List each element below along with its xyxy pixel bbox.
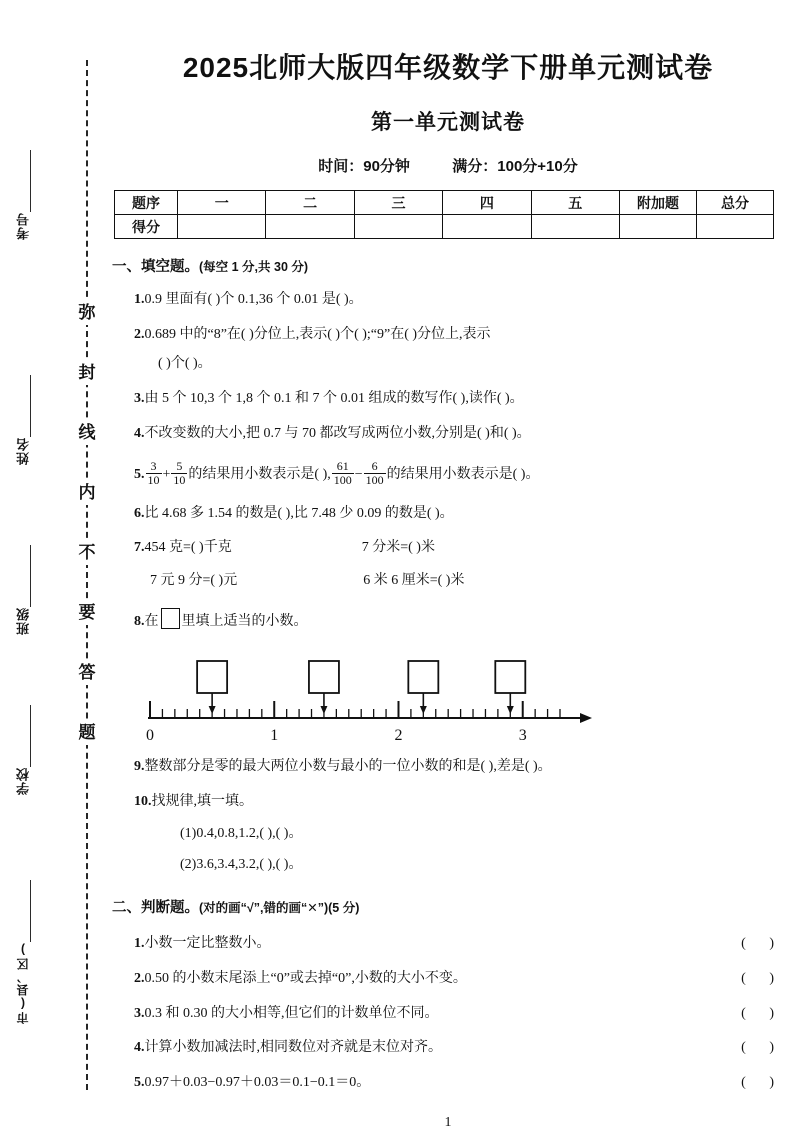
margin-label-school: 学校 (16, 767, 31, 795)
margin-rule (30, 545, 31, 607)
fraction-denominator: 10 (173, 473, 186, 488)
section-heading-fill-blank (112, 255, 784, 276)
table-row-scores (115, 215, 774, 239)
question-4 (134, 423, 784, 445)
margin-label-class: 班级 (16, 607, 31, 635)
seal-char: 内 (72, 480, 102, 505)
left-margin-strip (0, 0, 62, 1147)
question-text: 由 5 个 10,3 个 1,8 个 0.1 和 7 个 0.01 组成的数写作( ),读作( )。 (144, 391, 524, 407)
question-text: 0.50 的小数末尾添上“0”或去掉“0”,小数的大小不变。 (144, 970, 467, 986)
tf-question-2 (134, 968, 784, 990)
axis-arrowhead (580, 713, 592, 723)
answer-box[interactable] (197, 661, 227, 693)
question-number: 1. (134, 292, 145, 307)
question-3 (134, 388, 784, 410)
question-text-middle: 的结果用小数表示是( ), (188, 467, 331, 483)
answer-box[interactable] (408, 661, 438, 693)
pointer-arrow-head (209, 706, 216, 714)
question-2 (134, 324, 784, 375)
page-title: 2025北师大版四年级数学下册单元测试卷 (182, 52, 714, 83)
tf-question-1 (134, 933, 784, 955)
exam-meta (112, 155, 784, 176)
answer-parentheses[interactable]: ( ) (741, 970, 784, 986)
axis-tick-label: 3 (518, 727, 527, 745)
question-number: 3. (134, 1005, 145, 1021)
fraction-5-over-10 (171, 460, 187, 486)
score-table-col-bonus: 附加题 (620, 191, 697, 215)
answer-parentheses[interactable]: ( ) (741, 1005, 784, 1021)
question-text-post: 里填上适当的小数。 (181, 613, 308, 629)
number-line-svg (140, 640, 600, 750)
question-6 (134, 503, 784, 525)
question-number: 7. (134, 540, 145, 556)
margin-label-name: 姓名 (16, 437, 31, 465)
axis-tick-label: 2 (394, 727, 403, 745)
question-number: 1. (134, 936, 145, 952)
question-number: 2. (134, 326, 145, 342)
margin-rule (30, 880, 31, 942)
question-10-sub-2-text: (2)3.6,3.4,3.2,( ),( )。 (180, 857, 303, 873)
fraction-denominator: 100 (333, 473, 352, 488)
section-points: (对的画“√”,错的画“✕”)(5 分) (199, 901, 360, 916)
pointer-arrow-head (507, 706, 514, 714)
question-number: 3. (134, 391, 145, 407)
table-row-header (115, 191, 774, 215)
score-table-row-label: 得分 (115, 215, 178, 239)
answer-box[interactable] (495, 661, 525, 693)
question-text-tail: 的结果用小数表示是( )。 (386, 467, 540, 483)
question-text-line1: 0.689 中的“8”在( )分位上,表示( )个( );“9”在( )分位上,表示 (144, 326, 491, 342)
question-text: 比 4.68 多 1.54 的数是( ),比 7.48 少 0.09 的数是( )。 (144, 505, 454, 521)
answer-box[interactable] (309, 661, 339, 693)
fraction-6-over-100 (364, 460, 386, 486)
section-title: 一、填空题。 (112, 259, 199, 275)
time-limit-label: 时间：90分钟 (318, 158, 410, 175)
question-text: 0.9 里面有( )个 0.1,36 个 0.01 是( )。 (144, 292, 363, 307)
question-5 (134, 460, 784, 486)
question-10 (134, 791, 784, 876)
seal-char: 线 (72, 420, 102, 445)
seal-dashed-line (86, 60, 88, 1090)
fraction-3-over-10 (146, 460, 162, 486)
margin-label-exam-no: 考号 (16, 212, 31, 240)
question-number: 5. (134, 1074, 145, 1090)
fraction-numerator: 61 (336, 459, 349, 474)
score-table (114, 190, 774, 239)
test-paper-sheet (112, 0, 784, 1147)
score-cell[interactable] (620, 215, 697, 239)
page-number: 1 (444, 1115, 452, 1130)
score-cell[interactable] (443, 215, 531, 239)
question-text: 小数一定比整数小。 (144, 936, 271, 952)
question-1 (134, 289, 784, 311)
question-7-row1-left: 454 克=( )千克 (144, 540, 232, 556)
section-heading-true-false (112, 896, 784, 917)
axis-tick-label: 0 (146, 727, 154, 745)
seal-char: 要 (72, 600, 102, 625)
question-text: 不改变数的大小,把 0.7 与 70 都改写成两位小数,分别是( )和( )。 (144, 425, 531, 441)
axis-tick-labels (146, 727, 527, 744)
operator-minus: − (354, 467, 363, 483)
fraction-numerator: 3 (150, 459, 157, 474)
margin-rule (30, 705, 31, 767)
pointer-arrow-head (420, 706, 427, 714)
question-number: 6. (134, 505, 145, 521)
question-number: 2. (134, 970, 145, 986)
score-cell[interactable] (697, 215, 774, 239)
margin-rule (30, 375, 31, 437)
seal-char: 弥 (72, 300, 102, 325)
fraction-numerator: 5 (176, 459, 183, 474)
answer-parentheses[interactable]: ( ) (741, 1040, 784, 1056)
seal-char: 题 (72, 720, 102, 745)
margin-label-city-county: 市(县、区) (16, 942, 30, 1024)
score-table-col-4: 四 (443, 191, 531, 215)
answer-box-inline[interactable] (161, 608, 180, 629)
question-9 (134, 756, 784, 778)
question-text-line2: ( )个( )。 (158, 356, 212, 372)
seal-char: 答 (72, 660, 102, 685)
score-table-col-1: 一 (178, 191, 266, 215)
score-table-col-total: 总分 (697, 191, 774, 215)
question-text: 找规律,填一填。 (151, 794, 253, 810)
fraction-denominator: 10 (147, 473, 160, 488)
score-cell[interactable] (531, 215, 619, 239)
question-7-row2-right: 6 米 6 厘米=( )米 (363, 573, 465, 588)
seal-line-column (72, 60, 102, 1090)
number-line-group (148, 713, 592, 723)
question-number: 10. (134, 794, 152, 810)
question-8 (134, 608, 784, 633)
full-score-label: 满分：100分+10分 (452, 158, 578, 175)
question-7-row2 (150, 570, 784, 592)
score-table-col-2: 二 (266, 191, 354, 215)
question-number: 4. (134, 425, 145, 441)
score-table-row-label: 题序 (115, 191, 178, 215)
number-line-figure (140, 640, 600, 750)
question-number: 5. (134, 467, 145, 483)
question-text: 计算小数加减法时,相同数位对齐就是末位对齐。 (144, 1040, 442, 1056)
tf-question-5 (134, 1072, 784, 1094)
question-7-row2-left: 7 元 9 分=( )元 (150, 573, 238, 588)
score-cell[interactable] (266, 215, 354, 239)
question-text: 整数部分是零的最大两位小数与最小的一位小数的和是( ),差是( )。 (144, 759, 552, 775)
section-title: 二、判断题。 (112, 900, 199, 917)
question-10-sub-1-text: (1)0.4,0.8,1.2,( ),( )。 (180, 825, 303, 841)
question-7 (134, 537, 784, 591)
score-table-col-5: 五 (531, 191, 619, 215)
section-points: (每空 1 分,共 30 分) (199, 260, 309, 274)
question-10-sub-2 (180, 854, 784, 876)
tf-question-3 (134, 1003, 784, 1025)
question-text: 0.97＋0.03−0.97＋0.03＝0.1−0.1＝0。 (144, 1074, 371, 1090)
score-cell[interactable] (178, 215, 266, 239)
question-number: 8. (134, 613, 145, 629)
question-text: 0.3 和 0.30 的大小相等,但它们的计数单位不同。 (144, 1005, 439, 1021)
fraction-denominator: 100 (365, 473, 384, 488)
pointer-arrow-head (320, 706, 327, 714)
answer-boxes-group (197, 661, 525, 714)
question-text-pre: 在 (144, 613, 159, 629)
question-7-row1-right: 7 分米=( )米 (361, 540, 435, 556)
question-number: 9. (134, 759, 145, 775)
fraction-61-over-100 (332, 460, 354, 486)
seal-char: 封 (72, 360, 102, 385)
question-text-line2-wrap (158, 353, 784, 375)
axis-tick-label: 1 (270, 727, 279, 745)
seal-char: 不 (72, 540, 102, 565)
page-subtitle: 第一单元测试卷 (371, 111, 525, 134)
question-10-sub-1 (180, 823, 784, 845)
tf-question-4 (134, 1037, 784, 1059)
answer-parentheses[interactable]: ( ) (741, 936, 784, 952)
score-cell[interactable] (354, 215, 442, 239)
score-table-col-3: 三 (354, 191, 442, 215)
operator-plus: + (162, 467, 171, 483)
margin-rule (30, 150, 31, 212)
fraction-numerator: 6 (371, 459, 378, 474)
question-number: 4. (134, 1040, 145, 1056)
answer-parentheses[interactable]: ( ) (741, 1074, 784, 1090)
